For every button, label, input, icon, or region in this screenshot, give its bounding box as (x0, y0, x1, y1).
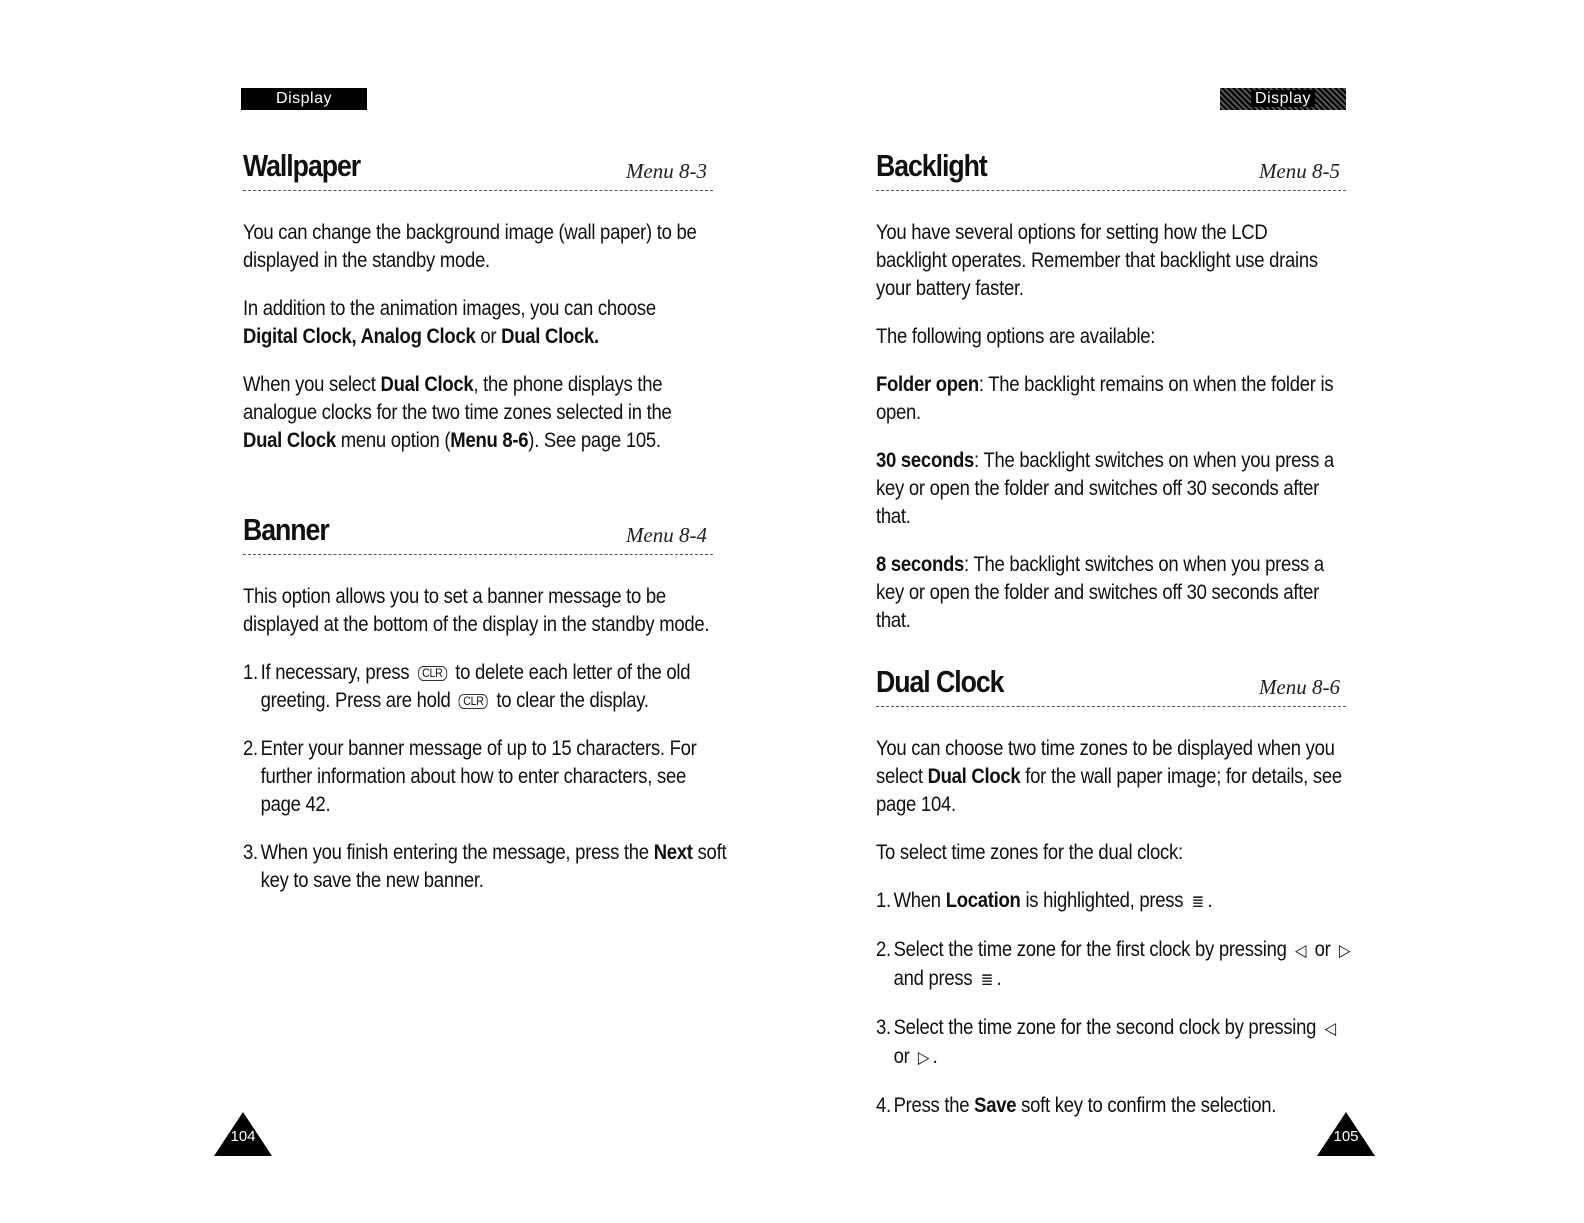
menu-number: Menu 8-6 (1258, 675, 1340, 699)
clr-key-icon: CLR (459, 694, 488, 709)
list-item: 1. If necessary, press CLR to delete each letter of the old greeting. Press are hold CLR to clear the display. (243, 661, 691, 712)
section-header (876, 662, 1346, 707)
header-tab: Display (1220, 88, 1346, 110)
header-tab: Display (241, 88, 367, 110)
list-item: 3. When you finish entering the message, press the Next soft key to save the new banner. (243, 841, 727, 892)
right-key-icon: ▷ (1338, 941, 1351, 961)
ok-key-icon: ≣ (980, 970, 994, 990)
paragraph: You have several options for setting how the LCD backlight operates. Remember that backlight use drains your battery faster. (876, 221, 1318, 300)
menu-number: Menu 8-3 (625, 159, 707, 183)
ok-key-icon: ≣ (1191, 892, 1204, 912)
section-header (876, 146, 1346, 191)
paragraph: In addition to the animation images, you can choose Digital Clock, Analog Clock or Dual Clock. (243, 297, 656, 348)
section-title: Banner (243, 512, 329, 547)
option-paragraph: 8 seconds: The backlight switches on when you press a key or open the folder and switches off 30 seconds after that. (876, 553, 1324, 632)
section-title: Backlight (876, 148, 987, 183)
section-header (243, 510, 713, 555)
section-title: Wallpaper (243, 148, 361, 183)
page-number: 104 (230, 1128, 256, 1145)
section-header (243, 146, 713, 191)
paragraph: You can choose two time zones to be displayed when you select Dual Clock for the wall paper image; for details, see page 104. (876, 737, 1342, 816)
paragraph: When you select Dual Clock, the phone displays the analogue clocks for the two time zones selected in the Dual Clock menu option (Menu 8-6). See page 105. (243, 373, 672, 452)
paragraph: To select time zones for the dual clock: (876, 841, 1183, 864)
page-number-triangle (1317, 1112, 1375, 1156)
list-item: 4. Press the Save soft key to confirm the selection. (876, 1094, 1277, 1117)
paragraph: You can change the background image (wall paper) to be displayed in the standby mode. (243, 221, 697, 272)
left-key-icon: ◁ (1324, 1019, 1336, 1039)
option-paragraph: Folder open: The backlight remains on when the folder is open. (876, 373, 1334, 424)
paragraph: The following options are available: (876, 325, 1156, 348)
section-title: Dual Clock (876, 664, 1004, 699)
backlight-section (876, 146, 1346, 655)
option-paragraph: 30 seconds: The backlight switches on when you press a key or open the folder and switches off 30 seconds after that. (876, 449, 1334, 528)
menu-number: Menu 8-4 (625, 523, 707, 547)
clr-key-icon: CLR (418, 666, 447, 681)
left-key-icon: ◁ (1295, 941, 1307, 961)
paragraph: This option allows you to set a banner message to be displayed at the bottom of the display in the standby mode. (243, 585, 710, 636)
list-item: 2. Enter your banner message of up to 15 characters. For further information about how to enter characters, see page 42. (243, 737, 697, 816)
right-key-icon: ▷ (917, 1048, 930, 1068)
wallpaper-section (243, 146, 713, 475)
menu-number: Menu 8-5 (1258, 159, 1340, 183)
list-item: 2. Select the time zone for the first clock by pressing ◁ or ▷ and press ≣ . (876, 938, 1351, 990)
list-item: 3. Select the time zone for the second clock by pressing ◁ or ▷ . (876, 1016, 1336, 1068)
page-number-triangle (214, 1112, 272, 1156)
banner-section (243, 510, 727, 915)
dual-clock-section (876, 662, 1351, 1140)
page-number: 105 (1333, 1128, 1359, 1145)
list-item: 1. When Location is highlighted, press ≣ . (876, 889, 1213, 912)
